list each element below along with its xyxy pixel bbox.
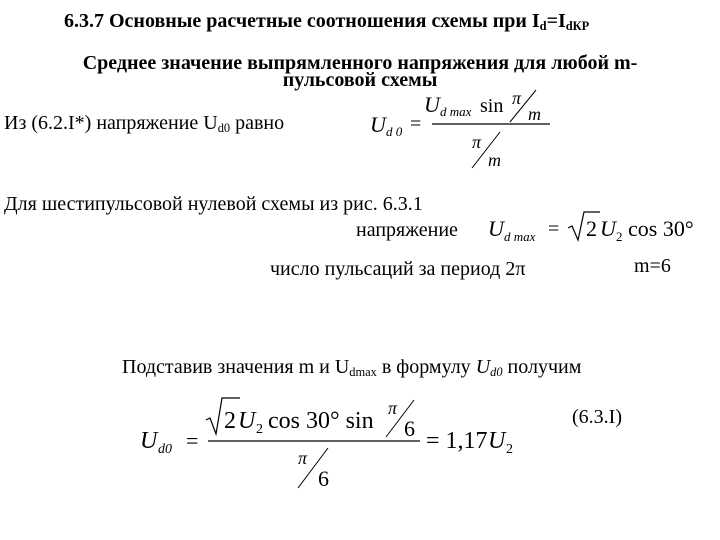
f1-den-pi: π	[472, 132, 482, 152]
f1-eq: =	[410, 113, 422, 135]
line1-text-b: равно	[230, 112, 285, 134]
text-six-pulse: Для шестипульсовой нулевой схемы из рис. 6.3.1	[4, 193, 423, 215]
f3-result: = 1,17	[426, 428, 488, 454]
subtitle-line2: пульсовой схемы	[282, 69, 438, 91]
f2-u2-sub: 2	[616, 229, 623, 244]
line4-text-c: получим	[502, 356, 582, 378]
line4-sub: dmax	[349, 365, 377, 380]
title-eq: =I	[546, 10, 566, 32]
section-title	[64, 10, 589, 33]
formula-ud0-general	[360, 86, 560, 176]
title-text: 6.3.7 Основные расчетные соотношения схемы при I	[64, 10, 540, 32]
f1-num-sin: sin	[480, 95, 504, 117]
f1-num-u: U	[424, 92, 440, 117]
f1-lhs-u: U	[370, 112, 386, 137]
f2-eq: =	[548, 218, 560, 240]
subtitle-line1: Среднее значение выпрямленного напряжения для любой m-	[82, 52, 638, 74]
f1-num-m: m	[528, 104, 541, 124]
text-voltage-label: напряжение	[356, 219, 458, 241]
f3-lhs-u: U	[140, 428, 158, 454]
f2-sub: d max	[504, 229, 536, 244]
line4-text-b: в формулу	[376, 356, 476, 378]
formula-ud0-result	[138, 392, 528, 492]
f1-lhs-sub: d 0	[386, 124, 403, 139]
f3-num-pi: π	[388, 398, 398, 418]
f3-res-u: U	[488, 428, 506, 454]
line1-sub: d0	[217, 121, 231, 136]
f2-two: 2	[586, 216, 597, 241]
f3-num-six: 6	[404, 416, 415, 441]
value-m: m=6	[634, 255, 671, 277]
f2-u2: U	[600, 216, 616, 241]
f1-num-sub: d max	[440, 104, 472, 119]
title-sub-d: d	[539, 19, 547, 34]
formula-udmax	[486, 206, 701, 250]
f2-u: U	[488, 216, 504, 241]
f3-res-sub: 2	[506, 442, 513, 457]
line4-u: U	[475, 356, 491, 378]
text-ud0-intro	[4, 112, 284, 135]
line4-u-sub: d0	[490, 365, 503, 380]
equation-number: (6.3.I)	[572, 406, 622, 428]
f3-den-pi: π	[298, 448, 308, 468]
f1-num-pi: π	[512, 88, 522, 108]
f1-den-m: m	[488, 150, 501, 170]
line1-text: Из (6.2.I*) напряжение U	[4, 112, 218, 134]
f3-eq: =	[186, 428, 199, 453]
f3-two: 2	[224, 408, 236, 434]
f3-cos: cos 30° sin	[268, 408, 374, 434]
line4-text-a: Подставив значения m и U	[122, 356, 350, 378]
f3-den-six: 6	[318, 466, 329, 491]
f3-u2: U	[238, 408, 256, 434]
text-pulse-count: число пульсаций за период 2π	[270, 258, 526, 280]
f2-cos: cos 30°	[628, 216, 694, 241]
title-sub-dkr: dКР	[565, 19, 590, 34]
text-substitute	[122, 356, 581, 379]
f3-u2-sub: 2	[256, 422, 263, 437]
f3-lhs-sub: d0	[158, 442, 172, 457]
